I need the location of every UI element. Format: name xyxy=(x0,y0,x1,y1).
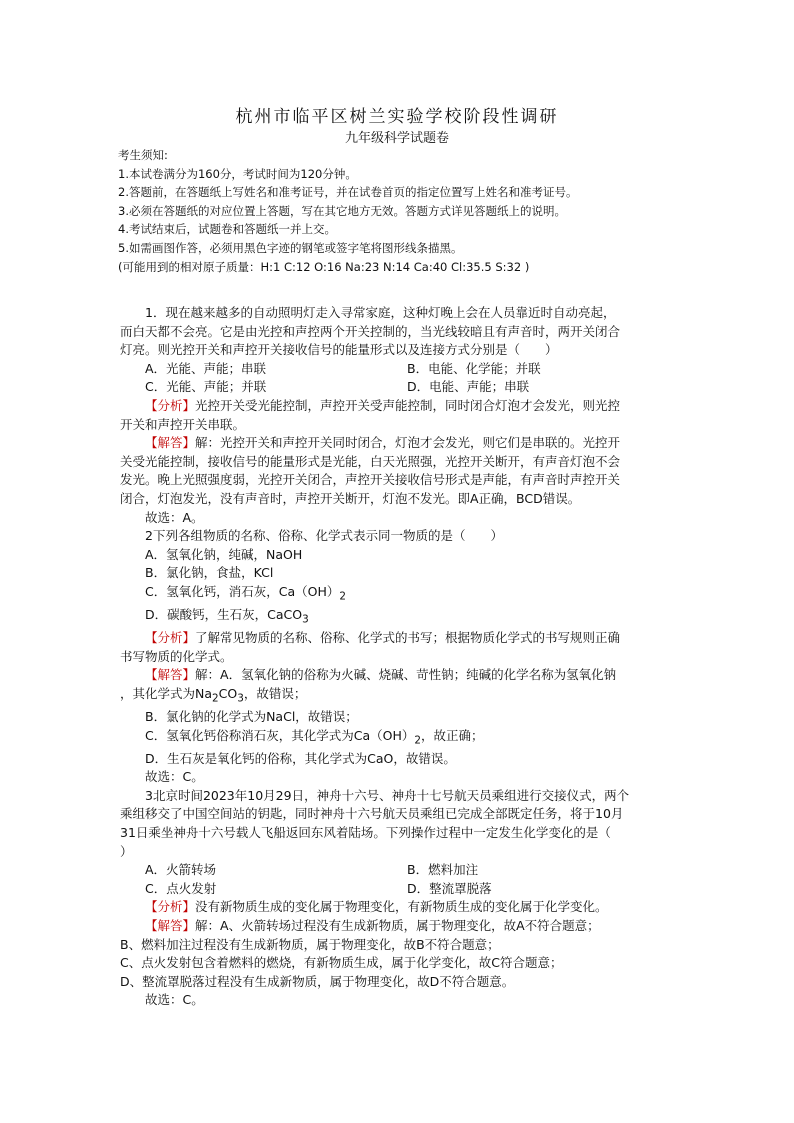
option-b: B．氯化钠，食盐，KCl xyxy=(145,565,274,581)
option-row xyxy=(120,861,680,880)
page-subtitle: 九年级科学试题卷 xyxy=(344,131,449,146)
answer: 【解答】解：A．氢氧化钠的俗称为火碱、烧碱、苛性钠；纯碱的化学名称为氢氧化钠 xyxy=(145,667,617,683)
option-c: C．氢氧化钙，消石灰，$Ca(OH)_2$ xyxy=(145,583,346,603)
question-3 xyxy=(120,787,680,1010)
answer-choice: 故选：A。 xyxy=(145,509,204,525)
answer-text: B．氯化钠的化学式为NaCl，故错误； xyxy=(145,708,358,724)
answer-tag: 【解答】 xyxy=(145,667,196,683)
question-stem: 乘组移交了中国空间站的钥匙，同时神舟十六号航天员乘组已完成全部既定任务，将于10月 xyxy=(120,806,624,822)
option-row xyxy=(120,360,680,379)
option-c: C．点火发射 xyxy=(145,880,217,896)
notice-line: 1.本试卷满分为160分，考试时间为120分钟。 xyxy=(118,166,357,181)
answer-text: 关受光能控制，接收信号的能量形式是光能，白天光照强，光控开关断开，有声音灯泡不会 xyxy=(120,453,621,469)
option-b: B．燃料加注 xyxy=(407,862,479,878)
question-stem: 而白天都不会亮。它是由光控和声控两个开关控制的，当光线较暗且有声音时，两开关闭合 xyxy=(120,323,621,339)
option-b: B．电能、化学能；并联 xyxy=(407,360,541,376)
answer-text: 闭合，灯泡发光，没有声音时，声控开关断开，灯泡不发光。即A正确，BCD错误。 xyxy=(120,490,581,506)
analysis-tag: 【分析】 xyxy=(145,630,196,646)
analysis: 【分析】了解常见物质的名称、俗称、化学式的书写；根据物质化学式的书写规则正确 xyxy=(145,630,621,646)
exam-notice xyxy=(118,146,718,276)
analysis-text: 书写物质的化学式。 xyxy=(120,648,233,664)
option-a: A．火箭转场 xyxy=(145,862,217,878)
option-d: D．整流罩脱落 xyxy=(407,880,492,896)
answer-text: D、整流罩脱落过程没有生成新物质，属于物理变化，故D不符合题意。 xyxy=(120,973,515,989)
analysis-tag: 【分析】 xyxy=(145,899,196,915)
notice-line: 4.考试结束后，试题卷和答题纸一并上交。 xyxy=(118,222,336,237)
option-d: D．碳酸钙，生石灰，CaCO$_3$ xyxy=(145,607,309,626)
answer-tag: 【解答】 xyxy=(145,918,196,933)
question-stem: 31日乘坐神舟十六号载人飞船返回东风着陆场。下列操作过程中一定发生化学变化的是（ xyxy=(120,825,611,841)
option-a: A．氢氧化钠，纯碱，NaOH xyxy=(145,546,303,562)
analysis: 【分析】没有新物质生成的变化属于物理变化，有新物质生成的变化属于化学变化。 xyxy=(145,899,608,915)
analysis-tag: 【分析】 xyxy=(145,397,196,413)
notice-line: 2.答题前，在答题纸上写姓名和准考证号，并在试卷首页的指定位置写上姓名和准考证号。 xyxy=(118,185,578,200)
question-stem: ） xyxy=(120,843,133,859)
notice-heading: 考生须知: xyxy=(118,148,168,162)
answer-text: C、点火发射包含着燃料的燃烧，有新物质生成，属于化学变化，故C符合题意； xyxy=(120,955,563,971)
question-1 xyxy=(120,304,680,527)
notice-line: 5.如需画图作答，必须用黑色字迹的钢笔或签字笔将图形线条描黑。 xyxy=(118,240,463,255)
notice-line: (可能用到的相对原子质量：H:1 C:12 O:16 Na:23 N:14 Ca:40 Cl:35.5 S:32 ) xyxy=(118,259,530,274)
question-stem: 3北京时间2023年10月29日，神舟十六号、神舟十七号航天员乘组进行交接仪式，两个 xyxy=(145,787,630,803)
option-row xyxy=(120,378,680,397)
question-stem: 2下列各组物质的名称、俗称、化学式表示同一物质的是（ ） xyxy=(145,528,503,544)
answer-text: C．氢氧化钙俗称消石灰，其化学式为$Ca(OH)_2$，故正确； xyxy=(145,727,484,747)
question-body xyxy=(120,304,680,1010)
question-2 xyxy=(120,527,680,787)
answer-tag: 【解答】 xyxy=(145,435,196,451)
question-stem: 1．现在越来越多的自动照明灯走入寻常家庭，这种灯晚上会在人员靠近时自动亮起， xyxy=(145,305,616,320)
answer-choice: 故选：C。 xyxy=(145,992,204,1008)
option-a: A．光能、声能；串联 xyxy=(145,360,267,376)
option-c: C．光能、声能；并联 xyxy=(145,379,267,395)
analysis-text: 开关和声控开关串联。 xyxy=(120,416,246,432)
page-title: 杭州市临平区树兰实验学校阶段性调研 xyxy=(235,107,559,127)
notice-line: 3.必须在答题纸的对应位置上答题，写在其它地方无效。答题方式详见答题纸上的说明。 xyxy=(118,203,566,218)
question-stem: 灯亮。则光控开关和声控开关接收信号的能量形式以及连接方式分别是（ ） xyxy=(120,342,558,358)
answer: 【解答】解：光控开关和声控开关同时闭合，灯泡才会发光，则它们是串联的。光控开 xyxy=(145,435,621,451)
answer-text: B、燃料加注过程没有生成新物质，属于物理变化，故B不符合题意； xyxy=(120,936,500,952)
answer-text: ，其化学式为$Na_2CO_3$，故错误； xyxy=(120,685,307,705)
option-row xyxy=(120,880,680,899)
answer-text: D．生石灰是氧化钙的俗称，其化学式为CaO，故错误。 xyxy=(145,750,456,766)
option-d: D．电能、声能；串联 xyxy=(407,379,530,395)
analysis: 【分析】光控开关受光能控制，声控开关受声能控制，同时闭合灯泡才会发光，则光控 xyxy=(145,397,621,413)
answer: 【解答】解：A、火箭转场过程没有生成新物质，属于物理变化，故A不符合题意； xyxy=(145,918,600,933)
answer-text: 发光。晚上光照强度弱，光控开关闭合，声控开关接收信号形式是声能，有声音时声控开关 xyxy=(120,472,621,488)
answer-choice: 故选：C。 xyxy=(145,769,204,785)
